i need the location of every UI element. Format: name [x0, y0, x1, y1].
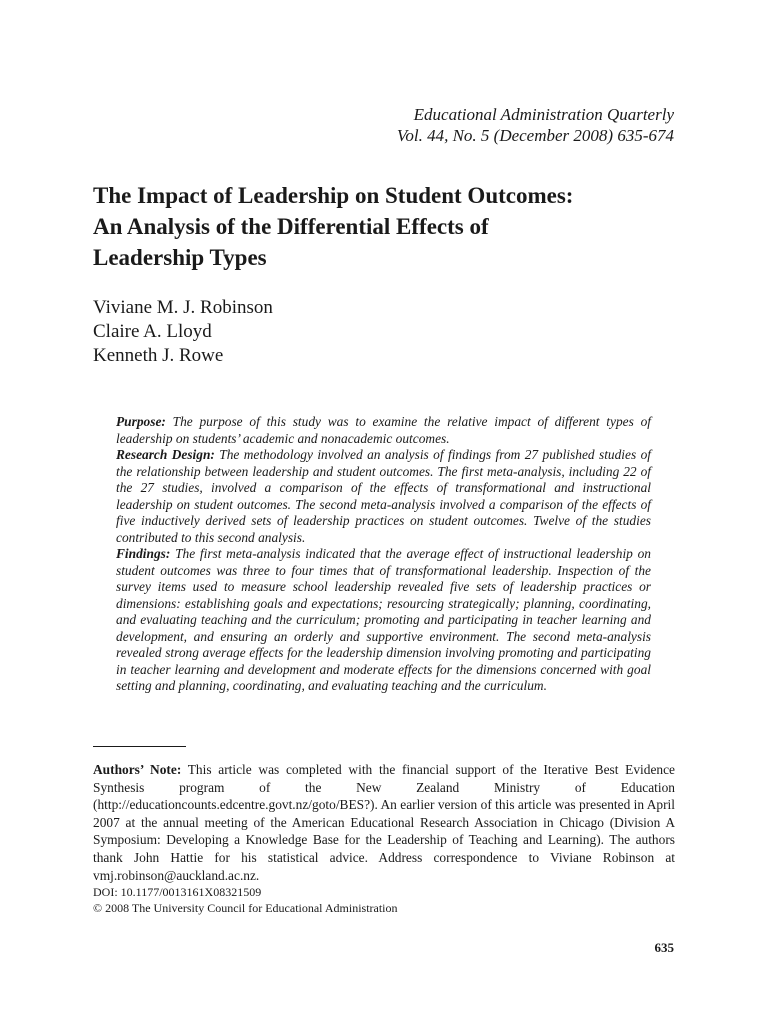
article-meta	[93, 884, 398, 916]
authors-note	[93, 761, 675, 884]
journal-volume: Vol. 44, No. 5 (December 2008) 635-674	[396, 126, 674, 145]
author-name: Viviane M. J. Robinson	[93, 297, 273, 318]
journal-header	[397, 104, 674, 146]
author-list	[93, 296, 273, 368]
findings-text: The first meta-analysis indicated that the average effect of instructional leadership on student outcomes was three to four times that of transformational leadership. Inspection of the survey items used to measure school leadership revealed five sets of leadership practices or dimensions: establishing goals and expectations; resourcing strategically; planning, coordinating, and evaluating teaching and the curriculum; promoting and participating in teacher learning and development, and ensuring an orderly and supportive environment. The second meta-analysis revealed strong average effects for the leadership dimension involving promoting and participating in teacher learning and development and moderate effects for the dimensions concerned with goal setting and planning, coordinating, and evaluating teaching and the curriculum.	[116, 546, 651, 693]
abstract	[116, 414, 651, 695]
authors-note-label: Authors’ Note:	[93, 762, 182, 777]
abstract-findings	[116, 546, 651, 695]
title-line: An Analysis of the Differential Effects of	[93, 214, 489, 239]
design-label: Research Design:	[116, 447, 215, 462]
abstract-purpose	[116, 414, 651, 447]
title-line: The Impact of Leadership on Student Outcomes:	[93, 183, 574, 208]
author-name: Claire A. Lloyd	[93, 321, 212, 342]
journal-name: Educational Administration Quarterly	[413, 105, 674, 124]
abstract-design	[116, 447, 651, 546]
author-name: Kenneth J. Rowe	[93, 345, 224, 366]
doi: DOI: 10.1177/0013161X08321509	[93, 885, 262, 899]
purpose-label: Purpose:	[116, 414, 166, 429]
findings-label: Findings:	[116, 546, 171, 561]
footnote-divider	[93, 746, 186, 747]
page-number: 635	[654, 940, 674, 955]
authors-note-text: This article was completed with the financial support of the Iterative Best Evidence Synthesis program of the New Zealand Ministry of Education (http://educationcounts.edcentre.govt.nz/goto/BES?). An earlier version of this article was presented in April 2007 at the annual meeting of the American Educational Research Association in Chicago (Division A Symposium: Developing a Knowledge Base for the Leadership of Teaching and Learning). The authors thank John Hattie for his statistical advice. Address correspondence to Viviane Robinson at vmj.robinson@auckland.ac.nz.	[93, 762, 675, 883]
copyright: © 2008 The University Council for Educational Administration	[93, 901, 398, 915]
title-line: Leadership Types	[93, 245, 267, 270]
design-text: The methodology involved an analysis of findings from 27 published studies of the relationship between leadership and student outcomes. The first meta-analysis, including 22 of the 27 studies, involved a comparison of the effects of transformational and instructional leadership on student outcomes. The second meta-analysis involved a comparison of the effects of five inductively derived sets of leadership practices on student outcomes. Twelve of the studies contributed to this second analysis.	[116, 447, 651, 545]
article-title	[93, 180, 683, 273]
purpose-text: The purpose of this study was to examine the relative impact of different types of leadership on students’ academic and nonacademic outcomes.	[116, 414, 651, 446]
